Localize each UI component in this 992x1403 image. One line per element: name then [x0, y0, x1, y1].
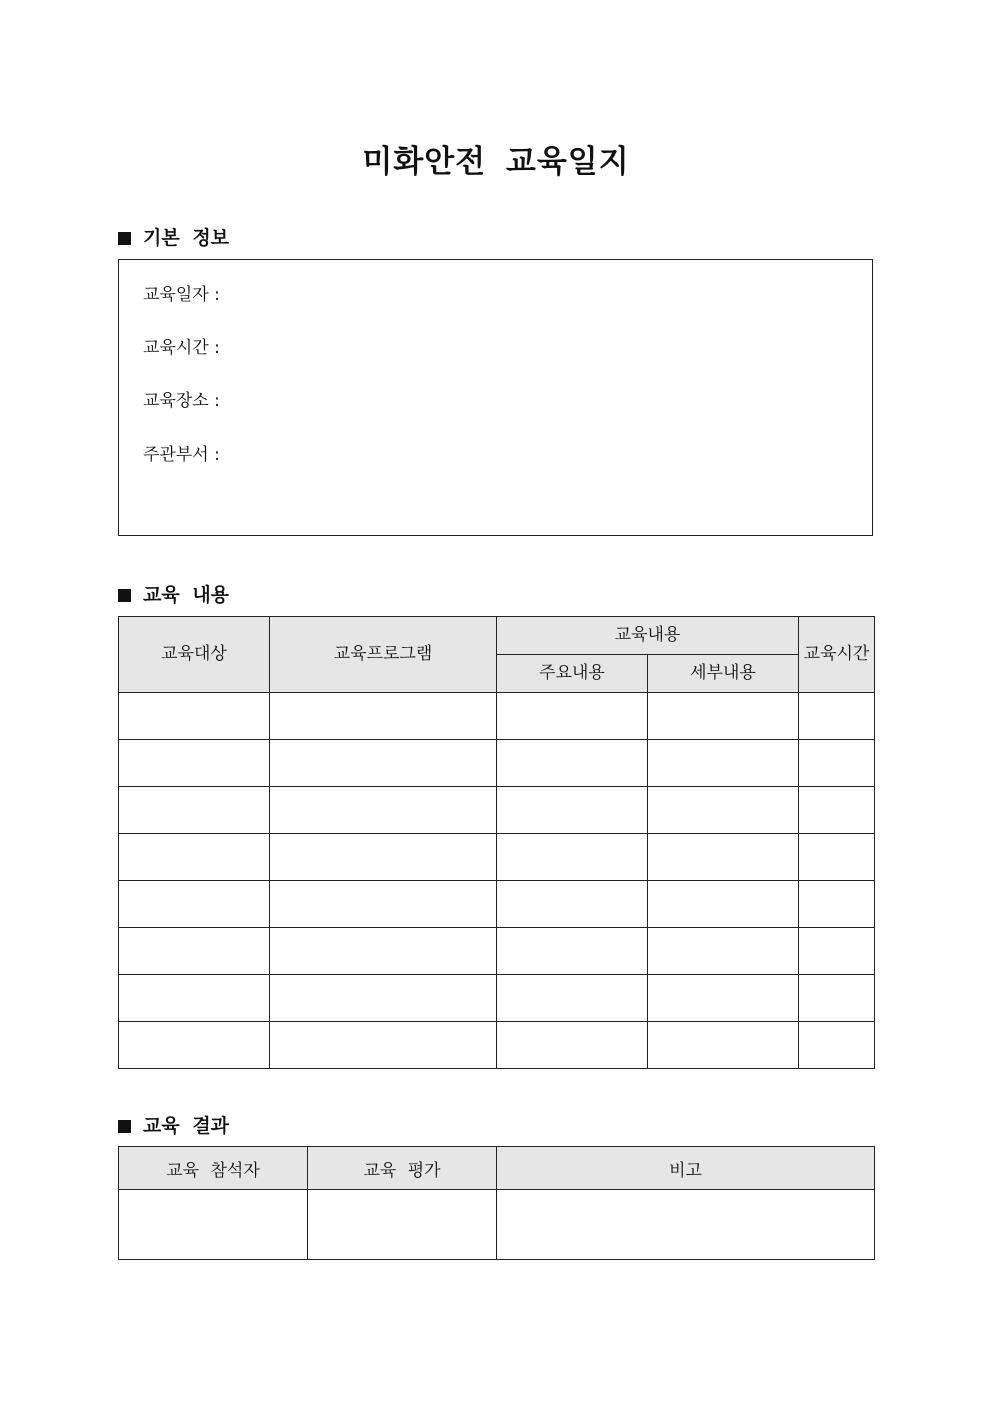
table-cell[interactable] — [270, 740, 497, 787]
table-row — [119, 693, 875, 740]
education-content-table — [118, 616, 875, 1069]
table-row — [119, 1190, 875, 1260]
education-result-table — [118, 1146, 875, 1260]
table-cell[interactable] — [497, 740, 648, 787]
table-cell[interactable] — [270, 928, 497, 975]
header-hours: 교육시간 — [799, 617, 875, 693]
section-result-label: 교육 결과 — [143, 1115, 230, 1137]
table-cell[interactable] — [270, 787, 497, 834]
table-cell[interactable] — [799, 834, 875, 881]
table-cell[interactable] — [497, 928, 648, 975]
table-row — [119, 928, 875, 975]
table-cell[interactable] — [119, 740, 270, 787]
table-cell[interactable] — [119, 928, 270, 975]
table-cell[interactable] — [648, 740, 799, 787]
host-dept-label: 주관부서 : — [143, 445, 220, 465]
section-content-label: 교육 내용 — [143, 584, 230, 606]
page-title: 미화안전 교육일지 — [362, 144, 630, 180]
table-cell[interactable] — [119, 1190, 308, 1260]
table-cell[interactable] — [799, 881, 875, 928]
table-cell[interactable] — [497, 1190, 875, 1260]
table-cell[interactable] — [497, 787, 648, 834]
header-main-content: 주요내용 — [497, 655, 648, 693]
table-cell[interactable] — [497, 834, 648, 881]
header-content-group: 교육내용 — [497, 617, 799, 655]
square-bullet-icon — [118, 589, 131, 602]
table-cell[interactable] — [799, 975, 875, 1022]
section-basic-heading — [118, 223, 229, 250]
table-cell[interactable] — [648, 1022, 799, 1069]
table-row — [119, 740, 875, 787]
section-content-heading — [118, 580, 229, 607]
header-remarks: 비고 — [497, 1147, 875, 1190]
table-cell[interactable] — [497, 1022, 648, 1069]
table-cell[interactable] — [119, 1022, 270, 1069]
table-cell[interactable] — [119, 787, 270, 834]
table-cell[interactable] — [270, 834, 497, 881]
table-cell[interactable] — [799, 1022, 875, 1069]
section-basic-label: 기본 정보 — [143, 227, 230, 249]
header-attendees: 교육 참석자 — [119, 1147, 308, 1190]
table-cell[interactable] — [270, 693, 497, 740]
square-bullet-icon — [118, 1120, 131, 1133]
table-cell[interactable] — [119, 975, 270, 1022]
table-cell[interactable] — [648, 928, 799, 975]
edu-time-label: 교육시간 : — [143, 338, 220, 358]
table-cell[interactable] — [648, 787, 799, 834]
header-target: 교육대상 — [119, 617, 270, 693]
table-row — [119, 975, 875, 1022]
table-cell[interactable] — [648, 881, 799, 928]
table-cell[interactable] — [270, 881, 497, 928]
table-cell[interactable] — [648, 834, 799, 881]
header-program: 교육프로그램 — [270, 617, 497, 693]
table-cell[interactable] — [497, 881, 648, 928]
table-cell[interactable] — [799, 740, 875, 787]
table-cell[interactable] — [119, 693, 270, 740]
table-cell[interactable] — [799, 787, 875, 834]
table-cell[interactable] — [799, 928, 875, 975]
table-cell[interactable] — [497, 693, 648, 740]
table-cell[interactable] — [648, 975, 799, 1022]
edu-place-label: 교육장소 : — [143, 391, 220, 411]
table-cell[interactable] — [270, 1022, 497, 1069]
table-row — [119, 881, 875, 928]
table-row — [119, 1022, 875, 1069]
square-bullet-icon — [118, 232, 131, 245]
table-cell[interactable] — [497, 975, 648, 1022]
table-cell[interactable] — [270, 975, 497, 1022]
table-cell[interactable] — [119, 834, 270, 881]
table-cell[interactable] — [119, 881, 270, 928]
table-row — [119, 834, 875, 881]
table-cell[interactable] — [799, 693, 875, 740]
table-cell[interactable] — [648, 693, 799, 740]
basic-info-box — [118, 259, 873, 536]
header-detail-content: 세부내용 — [648, 655, 799, 693]
edu-date-label: 교육일자 : — [143, 285, 220, 305]
header-evaluation: 교육 평가 — [308, 1147, 497, 1190]
table-row — [119, 787, 875, 834]
table-cell[interactable] — [308, 1190, 497, 1260]
section-result-heading — [118, 1111, 229, 1138]
